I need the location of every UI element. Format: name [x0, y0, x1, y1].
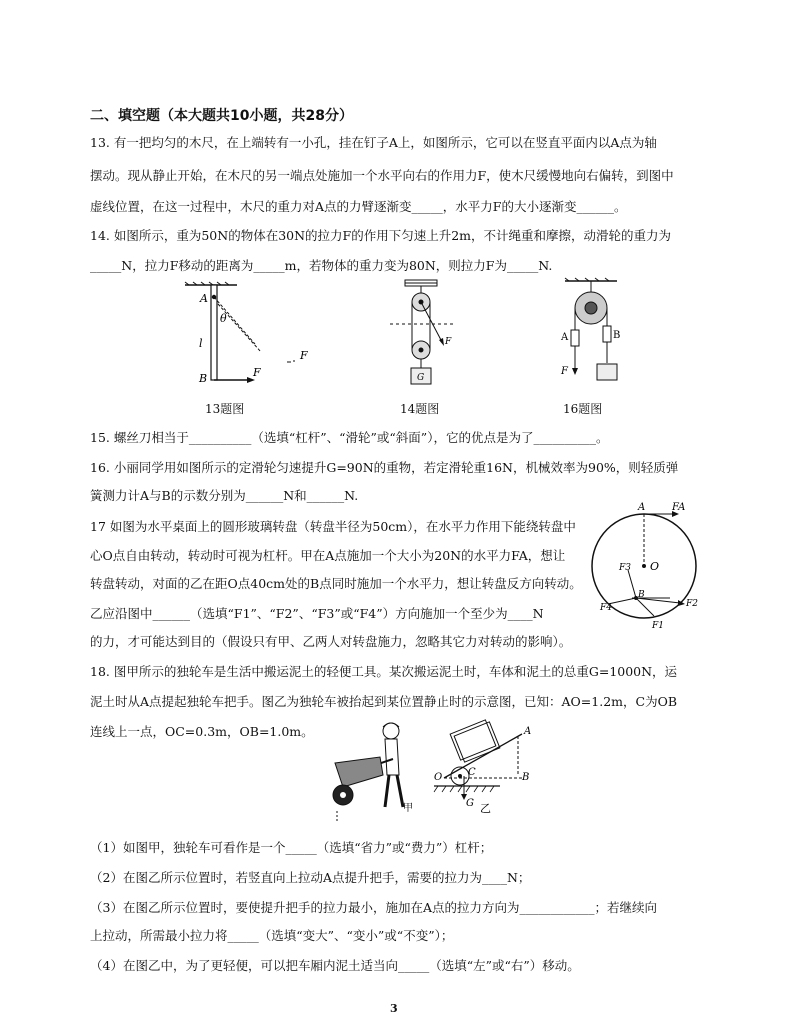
label-G: G	[466, 798, 474, 809]
label-F3: F3	[619, 563, 631, 573]
q18-sub-3a: （3）在图乙所示位置时，要使提升把手的拉力最小，施加在A点的拉力方向为____________；若继续向	[90, 900, 657, 915]
q14-line-2: _____N，拉力F移动的距离为_____m，若物体的重力变为80N，则拉力F为_____N.	[90, 258, 553, 273]
bin-box	[454, 722, 500, 762]
label-jia: 甲	[403, 803, 413, 814]
label-l: l	[199, 337, 203, 350]
caption-16: 16题图	[563, 402, 603, 416]
spring-scale-B	[603, 326, 611, 342]
caption-14: 14题图	[400, 402, 440, 416]
label-F1: F1	[652, 621, 664, 631]
q15-line: 15. 螺丝刀相当于__________（选填“杠杆”、“滑轮”或“斜面”），它的优点是为了__________。	[90, 430, 609, 445]
figure-16	[555, 278, 635, 388]
figure-18-jia	[325, 715, 420, 825]
q16-line-2: 簧测力计A与B的示数分别为______N和______N.	[90, 488, 359, 503]
q13-line-2: 摆动。现从静止开始，在木尺的另一端点处施加一个水平向右的作用力F，使木尺缓慢地向右偏转，到图中	[90, 168, 674, 183]
label-C: C	[468, 767, 476, 778]
label-B: B	[638, 590, 645, 600]
label-A: A	[561, 332, 569, 343]
weight-block	[597, 364, 617, 380]
label-G: G	[417, 373, 425, 383]
label-B: B	[199, 372, 208, 385]
q17-line-3: 转盘转动，对面的乙在距O点40cm处的B点同时施加一个水平力，想让转盘反方向转动。	[90, 576, 582, 591]
worker-body	[385, 739, 399, 775]
caption-13: 13题图	[205, 402, 245, 416]
label-B: B	[613, 330, 621, 341]
q18-line-1: 18. 图甲所示的独轮车是生活中搬运泥土的轻便工具。某次搬运泥土时，车体和泥土的总重G=1000N，运	[90, 664, 678, 679]
section-title: 二、填空题（本大题共10小题，共28分）	[90, 108, 353, 124]
q17-line-4: 乙应沿图中______（选填“F1”、“F2”、“F3”或“F4”）方向施加一个至少为____N	[90, 606, 544, 621]
label-A: A	[200, 292, 208, 305]
q13-line-3: 虚线位置，在这一过程中，木尺的重力对A点的力臂逐渐变_____，水平力F的大小逐渐变______。	[90, 199, 627, 214]
q18-line-2: 泥土时从A点提起独轮车把手。图乙为独轮车被抬起到某位置静止时的示意图，已知：AO=1.2m，C为OB	[90, 694, 678, 709]
figure-17	[592, 500, 702, 640]
wheelbarrow-bin	[335, 757, 383, 787]
q18-line-3: 连线上一点，OC=0.3m，OB=1.0m。	[90, 724, 314, 739]
label-O: O	[650, 560, 660, 573]
q17-line-1: 17 如图为水平桌面上的圆形玻璃转盘（转盘半径为50cm），在水平力作用下能绕转盘中	[90, 519, 576, 534]
page-number: 3	[390, 1002, 398, 1015]
figure-14	[385, 280, 465, 390]
label-O: O	[434, 772, 443, 783]
q17-line-2: 心O点自由转动，转动时可视为杠杆。甲在A点施加一个大小为20N的水平力FA，想让	[90, 548, 566, 563]
label-F: F	[253, 366, 261, 379]
figure-13	[175, 282, 315, 387]
label-F2: F2	[686, 599, 698, 609]
label-B: B	[522, 772, 530, 783]
label-F: F	[445, 337, 452, 347]
label-A: A	[524, 726, 532, 737]
q13-line-1: 13. 有一把均匀的木尺，在上端转有一小孔，挂在钉子A上，如图所示，它可以在竖直平面内以A点为轴	[90, 135, 657, 150]
q18-sub-1: （1）如图甲，独轮车可看作是一个_____（选填“省力”或“费力”）杠杆；	[90, 840, 493, 855]
q18-sub-3b: 上拉动，所需最小拉力将_____（选填“变大”、“变小”或“不变”）；	[90, 928, 454, 943]
q16-line-1: 16. 小丽同学用如图所示的定滑轮匀速提升G=90N的重物，若定滑轮重16N，机械效率为90%，则轻质弹	[90, 460, 679, 475]
label-F4: F4	[600, 603, 612, 613]
figure-18-yi	[430, 708, 540, 818]
label-F-dashed: F	[300, 349, 308, 362]
wooden-ruler	[211, 285, 217, 380]
spring-scale-A	[571, 330, 579, 346]
label-FA: FA	[672, 502, 686, 513]
q14-line-1: 14. 如图所示，重为50N的物体在30N的拉力F的作用下匀速上升2m，不计绳重和摩擦，动滑轮的重力为	[90, 228, 672, 243]
q18-sub-2: （2）在图乙所示位置时，若竖直向上拉动A点提升把手，需要的拉力为____N；	[90, 870, 531, 885]
label-yi: 乙	[480, 802, 491, 815]
q17-line-5: 的力，才可能达到目的（假设只有甲、乙两人对转盘施力，忽略其它力对转动的影响）。	[90, 634, 572, 649]
label-A: A	[638, 502, 646, 513]
label-F: F	[561, 366, 568, 377]
q18-sub-4: （4）在图乙中，为了更轻便，可以把车厢内泥土适当向_____（选填“左”或“右”）移动。	[90, 958, 580, 973]
label-theta: θ	[220, 312, 227, 325]
